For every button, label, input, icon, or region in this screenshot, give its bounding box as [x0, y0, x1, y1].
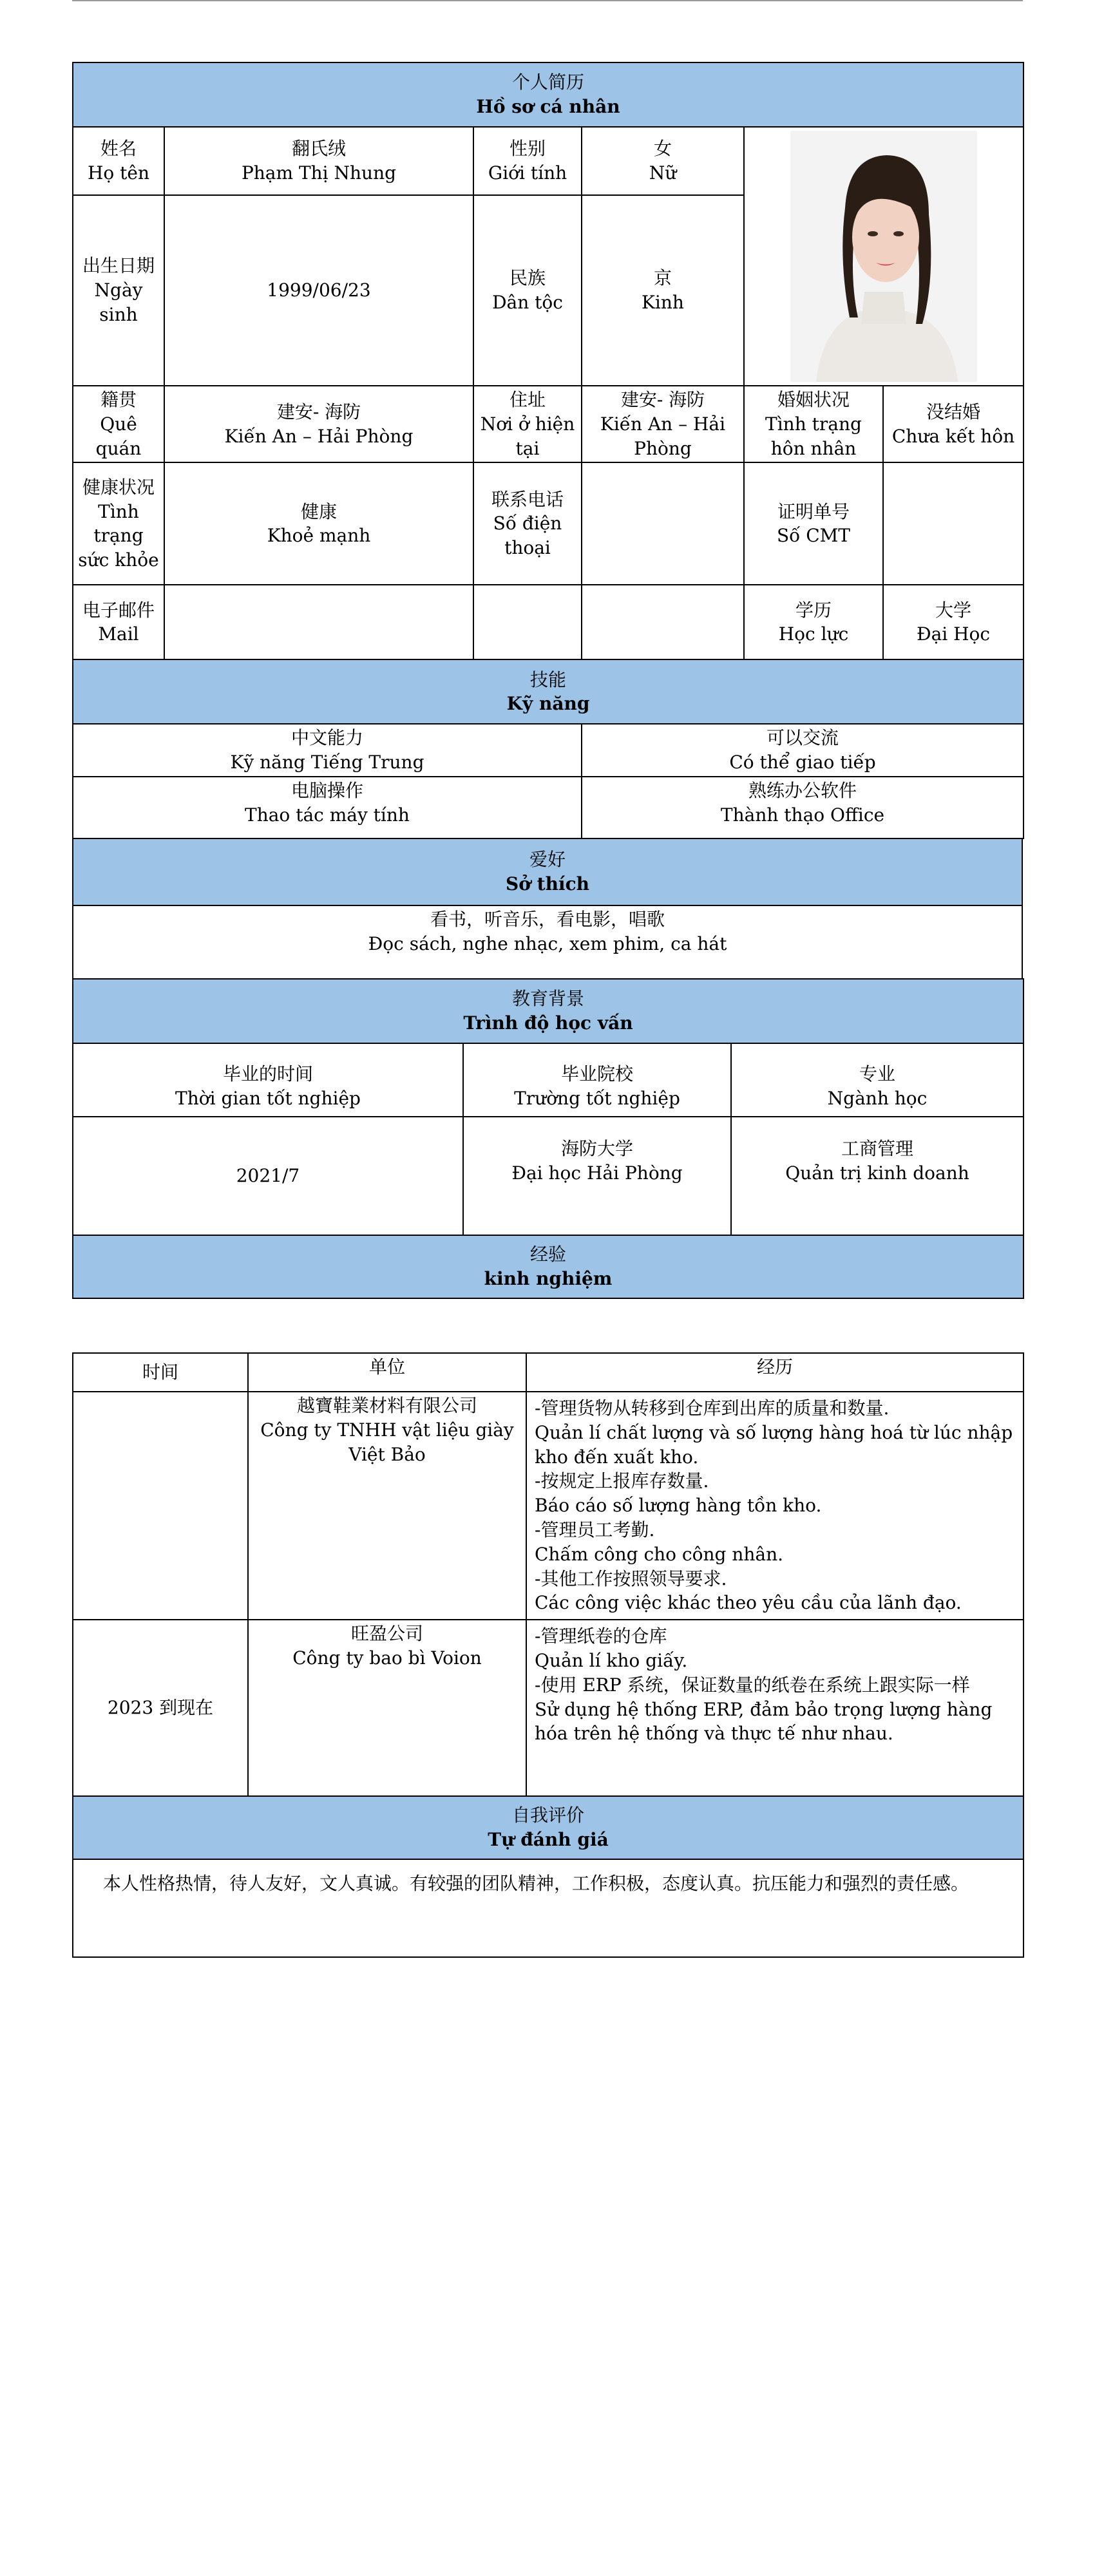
hometown-label: 籍贯 Quê quán — [73, 386, 164, 462]
education-header-date: 毕业的时间 Thời gian tốt nghiệp — [73, 1043, 463, 1117]
skill-computer-value: 熟练办公软件 Thành thạo Office — [582, 777, 1024, 838]
education-level-value: 大学 Đại Học — [883, 585, 1024, 659]
self-eval-text: 本人性格热情，待人友好，文人真诚。有较强的团队精神，工作积极，态度认真。抗压能力和强烈的责任感。 — [73, 1859, 1024, 1957]
birth-label: 出生日期 Ngày sinh — [73, 195, 164, 386]
marital-label: 婚姻状况 Tình trạng hôn nhân — [744, 386, 883, 462]
gender-value: 女 Nữ — [582, 127, 744, 195]
ethnicity-value: 京 Kinh — [582, 195, 744, 386]
phone-value — [582, 462, 744, 585]
email-value — [164, 585, 473, 659]
resume-title — [73, 62, 1024, 127]
education-major: 工商管理 Quản trị kinh doanh — [731, 1117, 1024, 1235]
email-label: 电子邮件 Mail — [73, 585, 164, 659]
name-label: 姓名 Họ tên — [73, 127, 164, 195]
education-date: 2021/7 — [73, 1117, 463, 1235]
skill-chinese-label: 中文能力 Kỹ năng Tiếng Trung — [73, 724, 582, 777]
portrait-photo — [790, 131, 977, 382]
self-eval-title: 自我评价 Tự đánh giá — [73, 1796, 1024, 1859]
residence-label: 住址 Nơi ở hiện tại — [473, 386, 582, 462]
education-school: 海防大学 Đại học Hải Phòng — [463, 1117, 731, 1235]
hometown-value: 建安- 海防 Kiến An – Hải Phòng — [164, 386, 473, 462]
hobbies-text: 看书，听音乐，看电影，唱歌 Đọc sách, nghe nhạc, xem phim, ca hát — [73, 905, 1022, 979]
id-card-label: 证明单号 Số CMT — [744, 462, 883, 585]
experience-row-2-details: -管理纸卷的仓库 Quản lí kho giấy. -使用 ERP 系统，保证数量的纸卷在系统上跟实际一样 Sử dụng hệ thống ERP, đảm bảo trọng lượng hàng hóa trên hệ thống và thực tế như nhau. — [526, 1620, 1024, 1796]
experience-header-exp: 经历 — [526, 1353, 1024, 1392]
top-rule — [72, 0, 1023, 1]
education-header-major: 专业 Ngành học — [731, 1043, 1024, 1117]
health-label: 健康状况 Tình trạng sức khỏe — [73, 462, 164, 585]
experience-table — [72, 1352, 1024, 1958]
education-level-label: 学历 Học lực — [744, 585, 883, 659]
name-value: 翻氏绒 Phạm Thị Nhung — [164, 127, 473, 195]
experience-row-1-details: -管理货物从转移到仓库到出库的质量和数量. Quản lí chất lượng và số lượng hàng hoá từ lúc nhập kho đến xuất kho. -按规定上报库存数量. Báo cáo số lượng hàng tồn kho. -管理员工考勤. Chấm công cho công nhân. -其他工作按照领导要求. Các công việc khác theo yêu cầu của lãnh đạo. — [526, 1392, 1024, 1620]
skills-table — [72, 659, 1024, 839]
education-table — [72, 978, 1024, 1299]
skills-title: 技能 Kỹ năng — [73, 659, 1024, 724]
experience-title: 经验 kinh nghiệm — [73, 1235, 1024, 1298]
hobbies-table — [72, 838, 1023, 980]
education-title: 教育背景 Trình độ học vấn — [73, 979, 1024, 1043]
marital-value: 没结婚 Chưa kết hôn — [883, 386, 1024, 462]
blank-cell — [582, 585, 744, 659]
birth-value: 1999/06/23 — [164, 195, 473, 386]
portrait-photo-icon — [790, 131, 977, 382]
id-card-value — [883, 462, 1024, 585]
resume-page-2 — [72, 1352, 1023, 1958]
experience-row-2-time: 2023 到现在 — [73, 1620, 248, 1796]
education-header-school: 毕业院校 Trường tốt nghiệp — [463, 1043, 731, 1117]
hobbies-title: 爱好 Sở thích — [73, 838, 1022, 905]
skill-chinese-value: 可以交流 Có thể giao tiếp — [582, 724, 1024, 777]
residence-value: 建安- 海防 Kiến An – Hải Phòng — [582, 386, 744, 462]
skill-computer-label: 电脑操作 Thao tác máy tính — [73, 777, 582, 838]
experience-header-time: 时间 — [73, 1353, 248, 1392]
ethnicity-label: 民族 Dân tộc — [473, 195, 582, 386]
resume-title-vi: Hồ sơ cá nhân — [476, 96, 620, 117]
experience-row-1-unit: 越寶鞋業材料有限公司 Công ty TNHH vật liệu giày Việt Bảo — [248, 1392, 526, 1620]
personal-info-table — [72, 62, 1024, 660]
experience-row-2-unit: 旺盈公司 Công ty bao bì Voion — [248, 1620, 526, 1796]
gender-label: 性别 Giới tính — [473, 127, 582, 195]
experience-header-unit: 单位 — [248, 1353, 526, 1392]
experience-row-1-time — [73, 1392, 248, 1620]
health-value: 健康 Khoẻ mạnh — [164, 462, 473, 585]
resume-title-zh: 个人简历 — [512, 71, 585, 93]
photo-cell — [744, 127, 1024, 386]
phone-label: 联系电话 Số điện thoại — [473, 462, 582, 585]
resume-page-1 — [72, 62, 1023, 1299]
blank-cell — [473, 585, 582, 659]
